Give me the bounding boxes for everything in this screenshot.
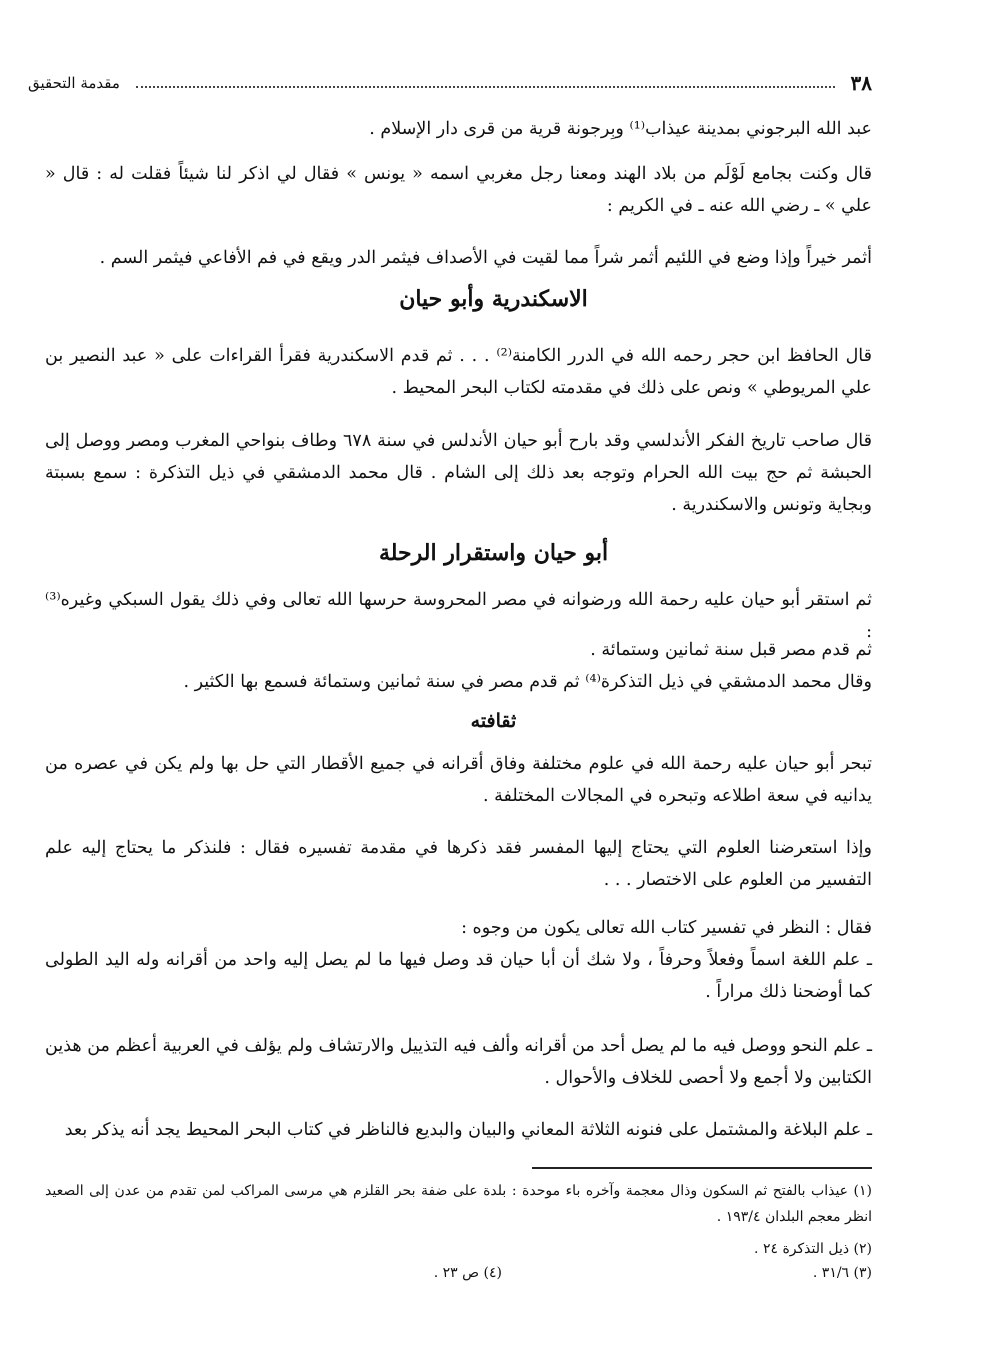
paragraph-14: ـ علم البلاغة والمشتمل على فنونه الثلاثة المعاني والبيان والبديع فالناظر في كتاب البحر المحيط يجد أنه يذكر بعد (64, 1120, 872, 1140)
footnote-1: (١) عيذاب بالفتح ثم السكون وذال معجمة وآخره باء موحدة : بلدة على ضفة بحر القلزم هي مرسى المراكب لمن تقدم من عدن إلى الصعيد انظر معجم البلدان ١٩٣/٤ . (45, 1183, 872, 1225)
paragraph-13: ـ علم النحو ووصل فيه ما لم يصل أحد من أقرانه وألف فيه التذييل والارتشاف ولم يؤلف في العربية أعظم من هذين الكتابين ولا أجمع ولا أحصى للخلاف والأحوال . (45, 1036, 872, 1088)
paragraph-5: قال صاحب تاريخ الفكر الأندلسي وقد بارح أبو حيان الأندلس في سنة ٦٧٨ وطاف بنواحي المغرب ومصر ووصل إلى الحبشة ثم حج بيت الله الحرام وتوجه بعد ذلك إلى الشام . قال محمد الدمشقي في ذيل التذكرة : سمع بسبتة وبجاية وتونس والاسكندرية . (45, 431, 872, 515)
paragraph-2: قال وكنت بجامع لَوْلَم من بلاد الهند ومعنا رجل مغربي اسمه « يونس » فقال لي اذكر لنا شيئاً فقلت له : قال « علي » ـ رضي الله عنه ـ في الكريم : (45, 164, 872, 216)
footnote-3: (٣) ٣١/٦ . (812, 1265, 872, 1281)
paragraph-1: عبد الله البرجوني بمدينة عيذاب⁽¹⁾ وبِرجونة قرية من قرى دار الإسلام . (369, 119, 872, 139)
paragraph-3: أثمر خيراً وإذا وضع في اللئيم أثمر شراً مما لقيت في الأصداف فيثمر الدر ويقع في فم الأفاعي فيثمر السم . (99, 248, 872, 268)
paragraph-11: فقال : النظر في تفسير كتاب الله تعالى يكون من وجوه : (461, 918, 872, 938)
header-dotted-leader (136, 86, 835, 88)
running-title: مقدمة التحقيق (28, 74, 120, 92)
section-heading-settlement: أبو حيان واستقرار الرحلة (378, 540, 609, 566)
page-number: ٣٨ (850, 71, 872, 95)
footnote-separator (532, 1167, 872, 1169)
section-heading-alexandria: الاسكندرية وأبو حيان (399, 286, 588, 312)
page-header (28, 68, 872, 98)
paragraph-10: وإذا استعرضنا العلوم التي يحتاج إليها المفسر فقد ذكرها في مقدمة تفسيره فقال : فلنذكر ما يحتاج إليه علم التفسير من العلوم على الاختصار . . . (45, 838, 872, 890)
footnote-4: (٤) ص ٢٣ . (433, 1265, 502, 1281)
paragraph-12: ـ علم اللغة اسماً وفعلاً وحرفاً ، ولا شك أن أبا حيان قد وصل فيها ما لم يصل إليه واحد من أقرانه وله اليد الطولى كما أوضحنا ذلك مراراً . (45, 950, 872, 1002)
paragraph-6: ثم استقر أبو حيان عليه رحمة الله ورضوانه في مصر المحروسة حرسها الله تعالى وفي ذلك يقول السبكي وغيره⁽³⁾ : (45, 590, 872, 642)
footnote-row (45, 1265, 872, 1281)
section-heading-culture: ثقافته (470, 710, 517, 732)
footnote-2: (٢) ذيل التذكرة ٢٤ . (754, 1241, 872, 1257)
paragraph-9: تبحر أبو حيان عليه رحمة الله في علوم مختلفة وفاق أقرانه في جميع الأقطار التي حل بها ولم يكن في عصره من يدانيه في سعة اطلاعه وتبحره في المجالات المختلفة . (45, 754, 872, 806)
paragraph-4: قال الحافظ ابن حجر رحمه الله في الدرر الكامنة⁽²⁾ . . . ثم قدم الاسكندرية فقرأ القراءات على « عبد النصير بن علي المريوطي » ونص على ذلك في مقدمته لكتاب البحر المحيط . (45, 346, 872, 398)
paragraph-8: وقال محمد الدمشقي في ذيل التذكرة⁽⁴⁾ ثم قدم مصر في سنة ثمانين وستمائة فسمع بها الكثير . (183, 672, 872, 692)
paragraph-7: ثم قدم مصر قبل سنة ثمانين وستمائة . (590, 640, 872, 660)
